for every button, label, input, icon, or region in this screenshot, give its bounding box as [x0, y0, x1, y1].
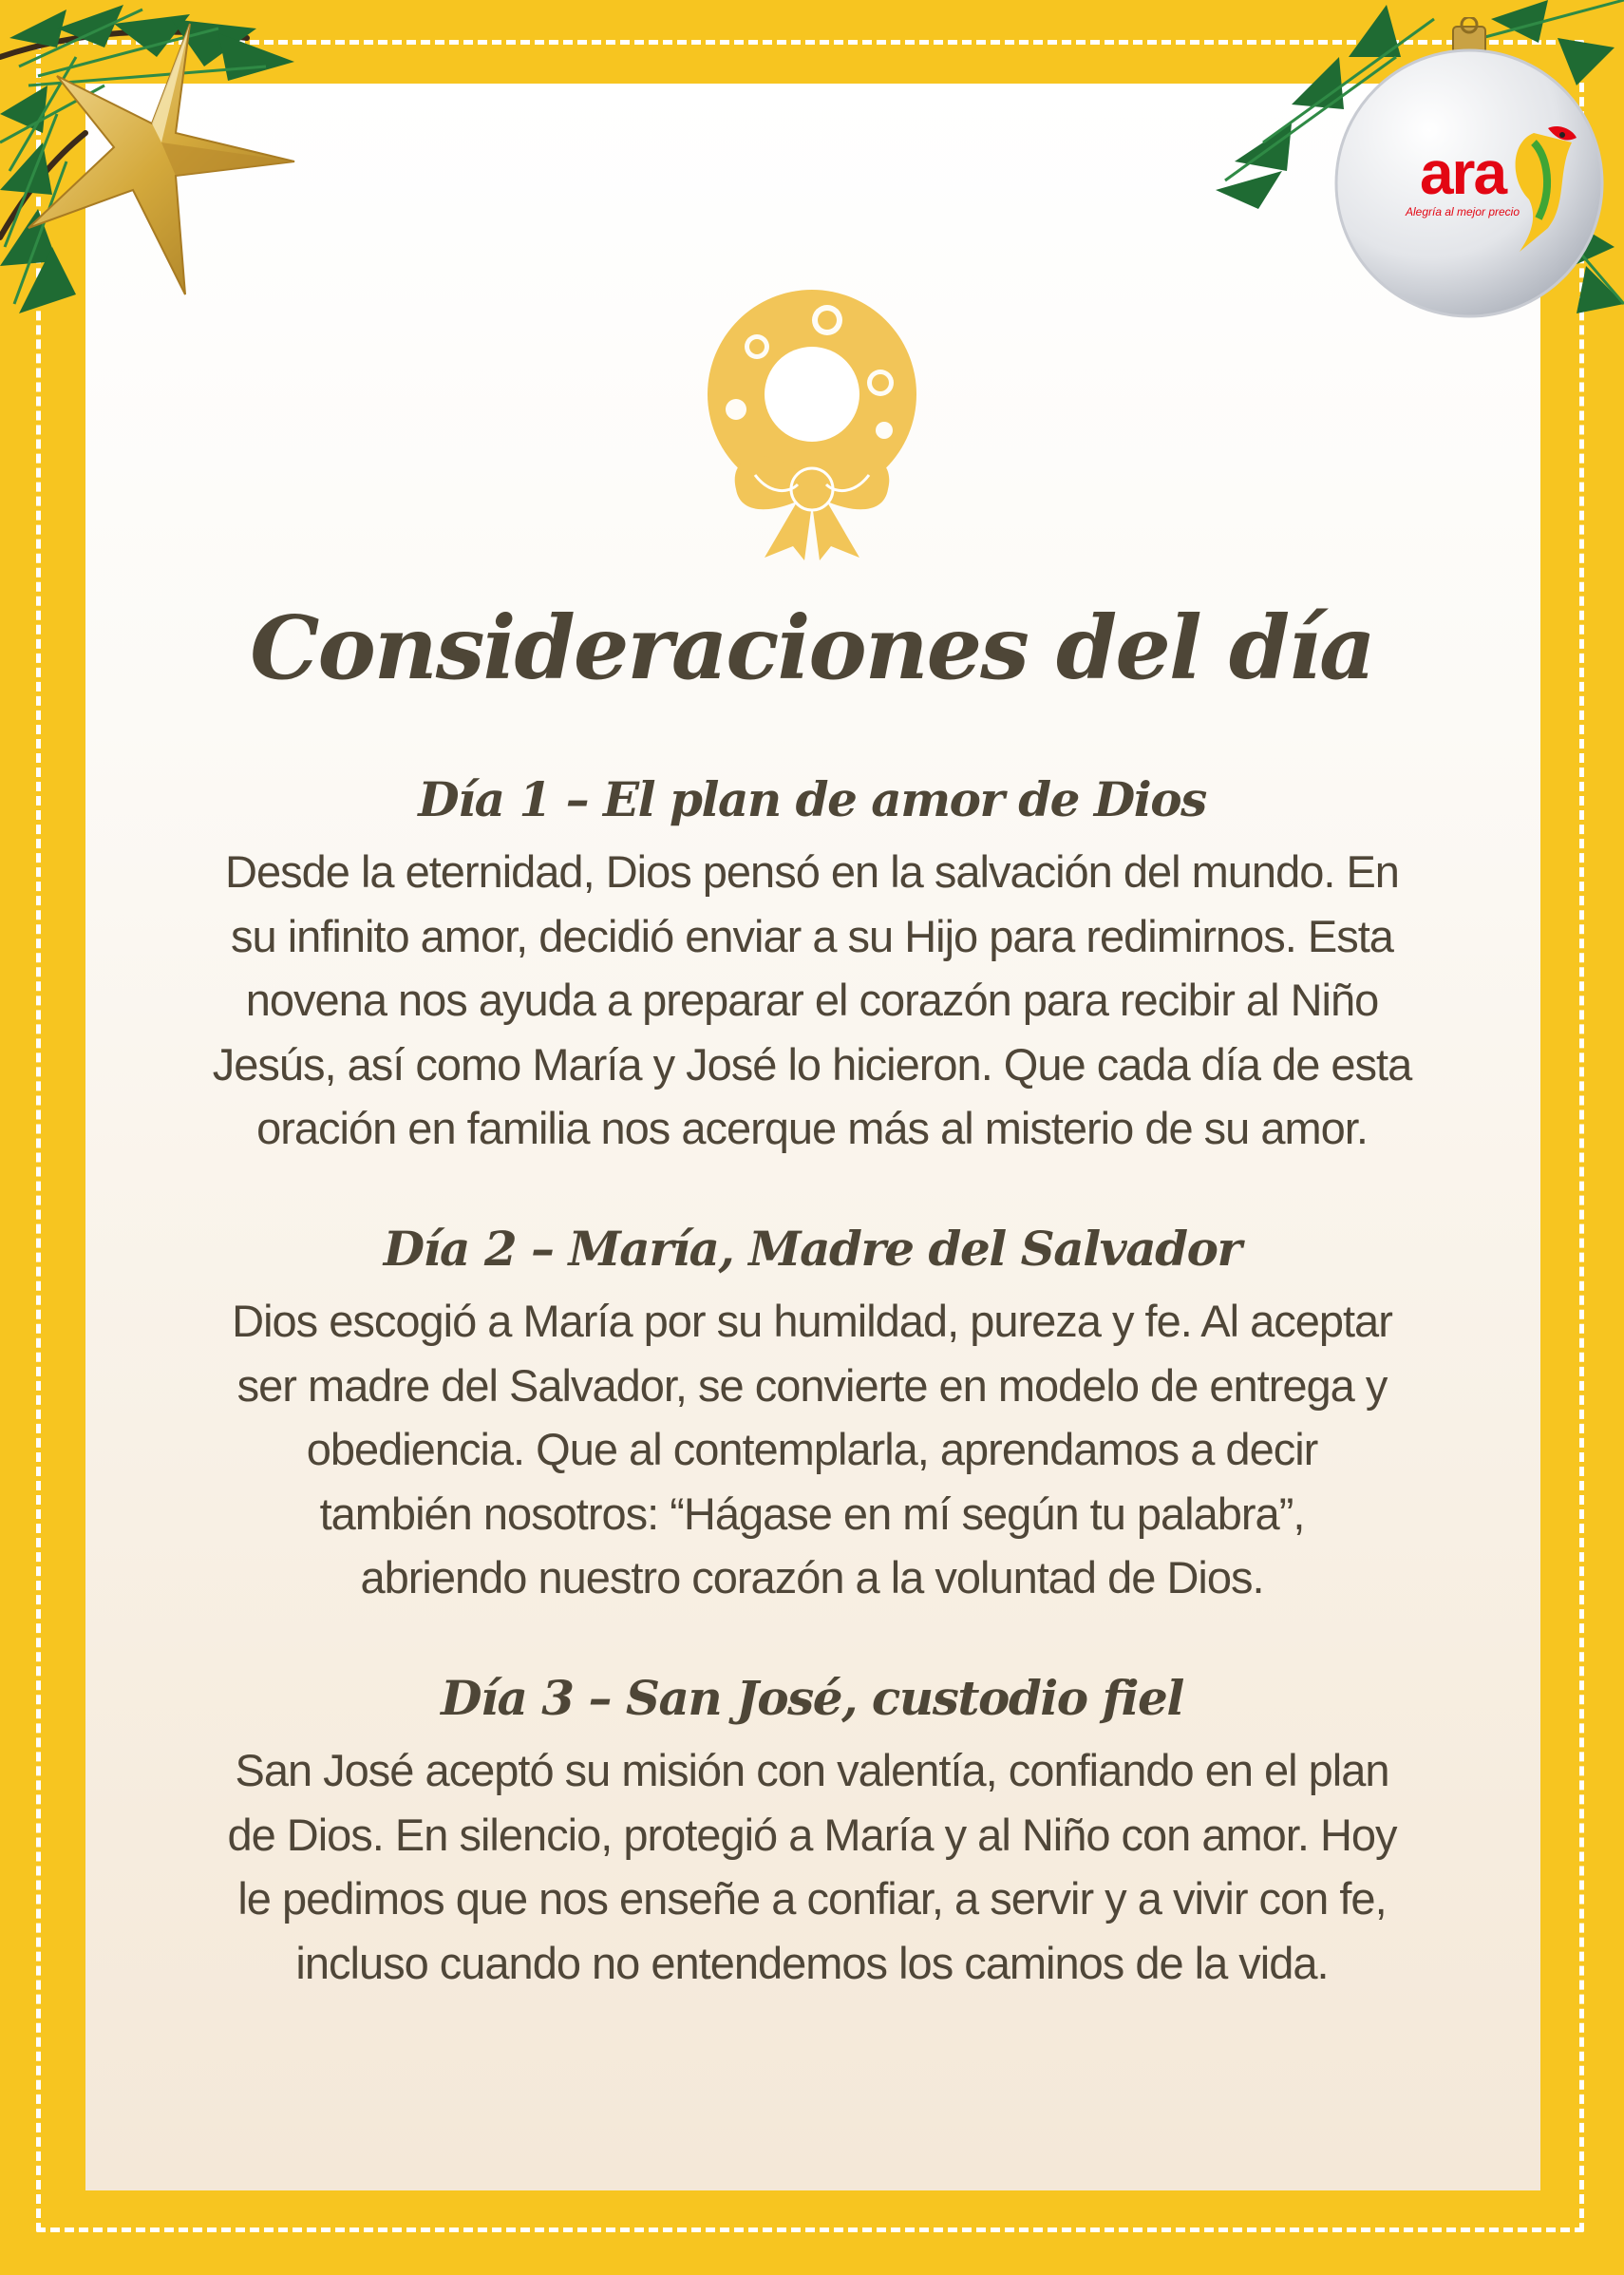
body-line: también nosotros: “Hágase en mí según tu palabra”,: [319, 1488, 1305, 1539]
ara-logo-tagline: Alegría al mejor precio: [1405, 205, 1520, 218]
body-line: Desde la eternidad, Dios pensó en la salvación del mundo. En: [225, 846, 1399, 897]
body-line: su infinito amor, decidió enviar a su Hijo para redimirnos. Esta: [231, 910, 1393, 961]
section-heading: Día 2 – María, Madre del Salvador: [383, 1221, 1241, 1277]
body-line: le pedimos que nos enseñe a confiar, a servir y a vivir con fe,: [237, 1873, 1387, 1924]
section-heading: Día 1 – El plan de amor de Dios: [418, 771, 1206, 827]
section-heading: Día 3 – San José, custodio fiel: [441, 1670, 1183, 1726]
day-3-section: [171, 1659, 1453, 1995]
body-line: obediencia. Que al contemplarla, aprendamos a decir: [306, 1424, 1318, 1474]
day-2-section: [171, 1209, 1453, 1610]
day-1-section: [171, 760, 1453, 1161]
body-line: de Dios. En silencio, protegió a María y al Niño con amor. Hoy: [227, 1809, 1397, 1860]
wreath-icon: [698, 290, 926, 560]
body-line: Jesús, así como María y José lo hicieron. Que cada día de esta: [212, 1038, 1412, 1090]
body-line: Dios escogió a María por su humildad, pureza y fe. Al aceptar: [232, 1296, 1392, 1346]
body-line: San José aceptó su misión con valentía, confiando en el plan: [235, 1745, 1389, 1795]
star-ornament-icon: [19, 19, 304, 304]
body-line: ser madre del Salvador, se convierte en modelo de entrega y: [236, 1359, 1388, 1411]
section-body: [171, 1289, 1453, 1610]
section-body: [171, 840, 1453, 1161]
body-line: incluso cuando no entendemos los caminos de la vida.: [295, 1937, 1329, 1988]
body-line: abriendo nuestro corazón a la voluntad de Dios.: [360, 1552, 1264, 1602]
body-line: novena nos ayuda a preparar el corazón para recibir al Niño: [245, 975, 1379, 1025]
page-title: Consideraciones del día: [250, 597, 1374, 699]
body-line: oración en familia nos acerque más al misterio de su amor.: [256, 1103, 1368, 1153]
section-body: [171, 1738, 1453, 1995]
ara-logo-text: ara: [1419, 139, 1506, 207]
parrot-logo-icon: [1482, 114, 1586, 256]
